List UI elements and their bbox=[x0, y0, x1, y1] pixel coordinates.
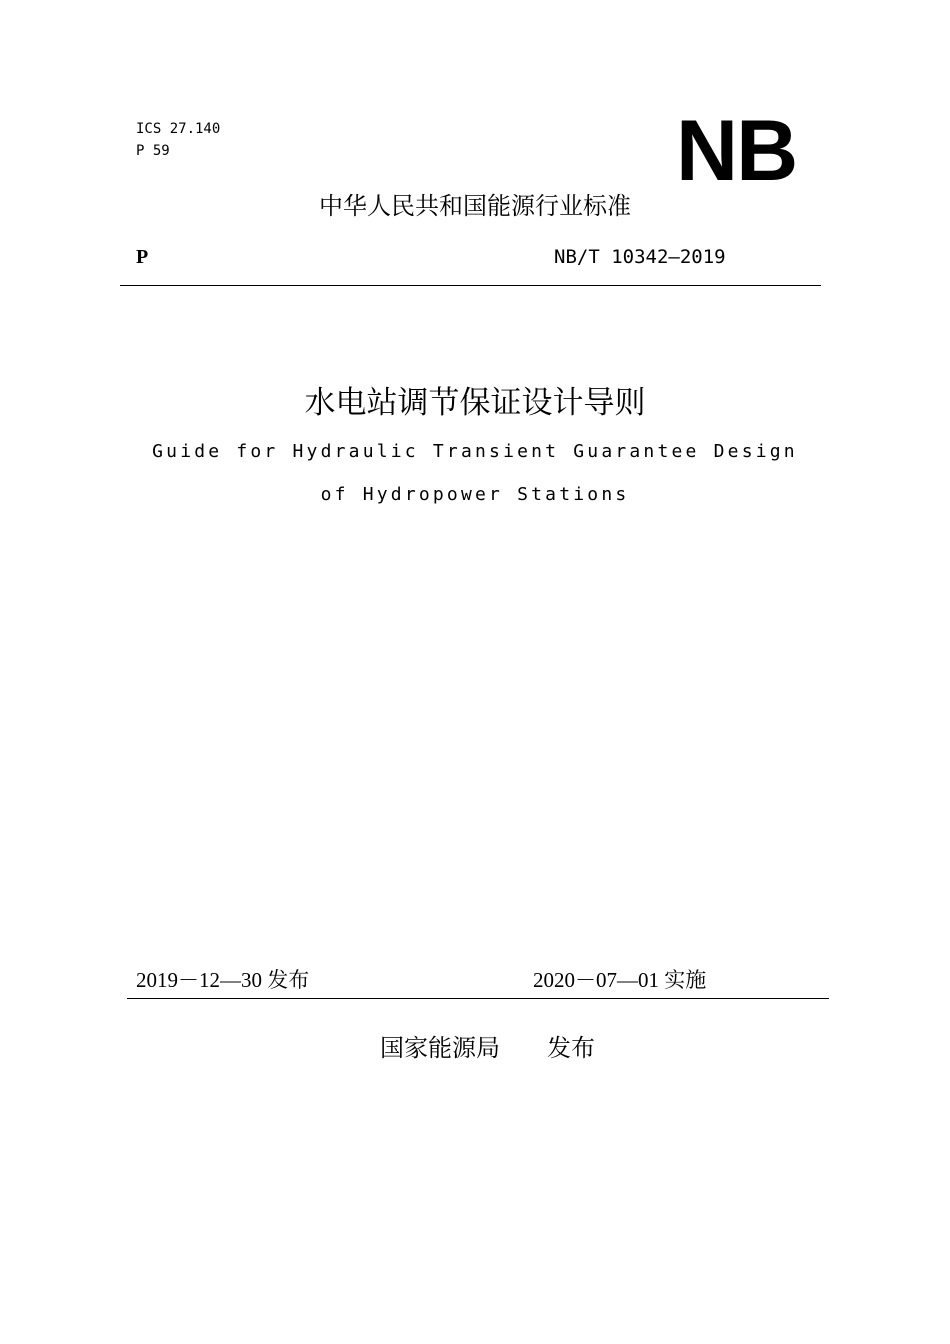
document-title-english-line2: of Hydropower Stations bbox=[320, 484, 630, 505]
category-letter: P bbox=[136, 246, 149, 268]
document-title-chinese: 水电站调节保证设计导则 bbox=[304, 385, 646, 421]
nb-logo: NB bbox=[676, 103, 797, 199]
classification-code: P 59 bbox=[136, 143, 170, 159]
top-divider bbox=[120, 285, 821, 286]
issuer-title bbox=[0, 191, 950, 221]
ics-code: ICS 27.140 bbox=[136, 121, 221, 137]
bottom-divider bbox=[127, 998, 829, 999]
publish-label: 发布 bbox=[547, 1034, 595, 1062]
document-title-english-line1: Guide for Hydraulic Transient Guarantee Design bbox=[152, 441, 798, 462]
issuer-title-text: 中华人民共和国能源行业标准 bbox=[319, 192, 631, 220]
implementation-date: 2020－07—01 实施 bbox=[533, 968, 707, 992]
publisher-name: 国家能源局 bbox=[380, 1034, 500, 1062]
issue-date: 2019－12—30 发布 bbox=[136, 968, 310, 992]
standard-number: NB/T 10342—2019 bbox=[554, 246, 726, 268]
